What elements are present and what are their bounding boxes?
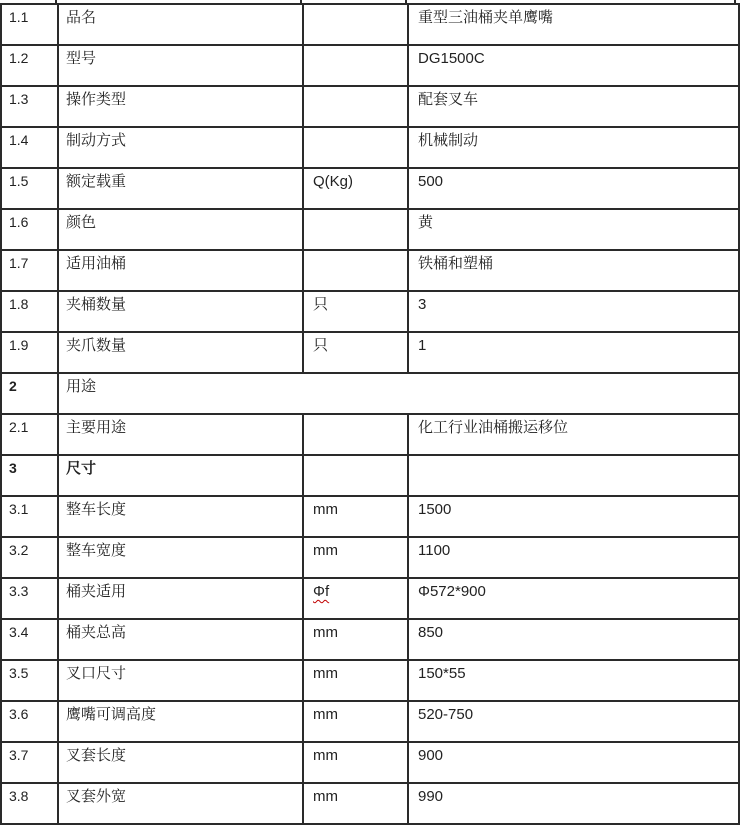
spec-label-cell: 型号 [58, 45, 303, 86]
spec-label-cell: 鹰嘴可调高度 [58, 701, 303, 742]
row-number-cell: 1.4 [1, 127, 58, 168]
unit-cell [303, 619, 408, 660]
row-number-cell: 2 [1, 373, 58, 414]
unit-cell [303, 45, 408, 86]
table-row [1, 455, 739, 496]
column-line-stub [300, 0, 302, 3]
unit-cell [303, 701, 408, 742]
table-row [1, 209, 739, 250]
value-cell: 配套叉车 [408, 86, 739, 127]
value-cell: 1500 [408, 496, 739, 537]
table-row [1, 578, 739, 619]
product-spec-table [0, 3, 740, 825]
unit-cell [303, 537, 408, 578]
table-row [1, 537, 739, 578]
row-number-cell: 3.4 [1, 619, 58, 660]
unit-text: mm [313, 747, 338, 764]
spec-label-cell: 品名 [58, 4, 303, 45]
value-cell: 1 [408, 332, 739, 373]
column-line-stub [55, 0, 57, 3]
unit-text: mm [313, 624, 338, 641]
unit-cell [303, 291, 408, 332]
unit-cell [303, 168, 408, 209]
value-cell: DG1500C [408, 45, 739, 86]
spec-label-cell: 主要用途 [58, 414, 303, 455]
table-row [1, 660, 739, 701]
spec-label-cell: 颜色 [58, 209, 303, 250]
table-row [1, 127, 739, 168]
table-row [1, 742, 739, 783]
unit-cell [303, 496, 408, 537]
spec-label-cell: 整车宽度 [58, 537, 303, 578]
row-number-cell: 1.5 [1, 168, 58, 209]
unit-cell [303, 86, 408, 127]
unit-text: mm [313, 665, 338, 682]
row-number-cell: 3 [1, 455, 58, 496]
unit-cell [303, 209, 408, 250]
table-row [1, 414, 739, 455]
spec-label-cell: 用途 [58, 373, 739, 414]
table-row [1, 332, 739, 373]
value-cell: 重型三油桶夹单鹰嘴 [408, 4, 739, 45]
value-cell: 铁桶和塑桶 [408, 250, 739, 291]
unit-cell [303, 4, 408, 45]
unit-text: 只 [313, 296, 329, 313]
table-row [1, 250, 739, 291]
table-row [1, 45, 739, 86]
spec-label-cell: 额定载重 [58, 168, 303, 209]
spec-label-cell: 夹桶数量 [58, 291, 303, 332]
spec-label-cell: 叉套长度 [58, 742, 303, 783]
row-number-cell: 3.5 [1, 660, 58, 701]
value-cell: 化工行业油桶搬运移位 [408, 414, 739, 455]
value-cell: 520-750 [408, 701, 739, 742]
unit-text: mm [313, 501, 338, 518]
value-cell: Φ572*900 [408, 578, 739, 619]
row-number-cell: 1.2 [1, 45, 58, 86]
table-row [1, 619, 739, 660]
value-cell: 黄 [408, 209, 739, 250]
unit-cell [303, 578, 408, 619]
value-cell [408, 455, 739, 496]
unit-text: mm [313, 788, 338, 805]
unit-cell [303, 250, 408, 291]
table-row [1, 496, 739, 537]
spec-label-cell: 适用油桶 [58, 250, 303, 291]
value-cell: 3 [408, 291, 739, 332]
value-cell: 900 [408, 742, 739, 783]
row-number-cell: 1.1 [1, 4, 58, 45]
column-line-stub [405, 0, 407, 3]
unit-text: mm [313, 706, 338, 723]
table-row [1, 373, 739, 414]
row-number-cell: 1.6 [1, 209, 58, 250]
row-number-cell: 1.3 [1, 86, 58, 127]
spec-label-cell: 夹爪数量 [58, 332, 303, 373]
row-number-cell: 1.8 [1, 291, 58, 332]
table-row [1, 168, 739, 209]
unit-cell [303, 742, 408, 783]
unit-cell [303, 332, 408, 373]
unit-cell [303, 414, 408, 455]
spec-label-cell: 叉口尺寸 [58, 660, 303, 701]
value-cell: 850 [408, 619, 739, 660]
spec-label-cell: 操作类型 [58, 86, 303, 127]
value-cell: 500 [408, 168, 739, 209]
unit-cell [303, 660, 408, 701]
unit-text: 只 [313, 337, 329, 354]
value-cell: 机械制动 [408, 127, 739, 168]
unit-cell [303, 127, 408, 168]
unit-text: mm [313, 542, 338, 559]
value-cell: 150*55 [408, 660, 739, 701]
unit-cell [303, 455, 408, 496]
table-row [1, 86, 739, 127]
value-cell: 990 [408, 783, 739, 824]
row-number-cell: 3.2 [1, 537, 58, 578]
spec-label-cell: 叉套外宽 [58, 783, 303, 824]
row-number-cell: 3.7 [1, 742, 58, 783]
spec-label-cell: 制动方式 [58, 127, 303, 168]
column-line-stub [734, 0, 736, 3]
unit-text: Q(Kg) [313, 173, 354, 190]
row-number-cell: 3.8 [1, 783, 58, 824]
table-row [1, 291, 739, 332]
spec-label-cell: 尺寸 [58, 455, 303, 496]
row-number-cell: 3.6 [1, 701, 58, 742]
unit-text-spellcheck-wavy: Φf [313, 583, 330, 600]
row-number-cell: 2.1 [1, 414, 58, 455]
row-number-cell: 1.7 [1, 250, 58, 291]
table-cutoff-top-edge [0, 0, 740, 3]
spec-label-cell: 桶夹适用 [58, 578, 303, 619]
row-number-cell: 3.3 [1, 578, 58, 619]
table-row [1, 701, 739, 742]
table-row [1, 4, 739, 45]
row-number-cell: 3.1 [1, 496, 58, 537]
spec-label-cell: 桶夹总高 [58, 619, 303, 660]
row-number-cell: 1.9 [1, 332, 58, 373]
value-cell: 1100 [408, 537, 739, 578]
spec-label-cell: 整车长度 [58, 496, 303, 537]
